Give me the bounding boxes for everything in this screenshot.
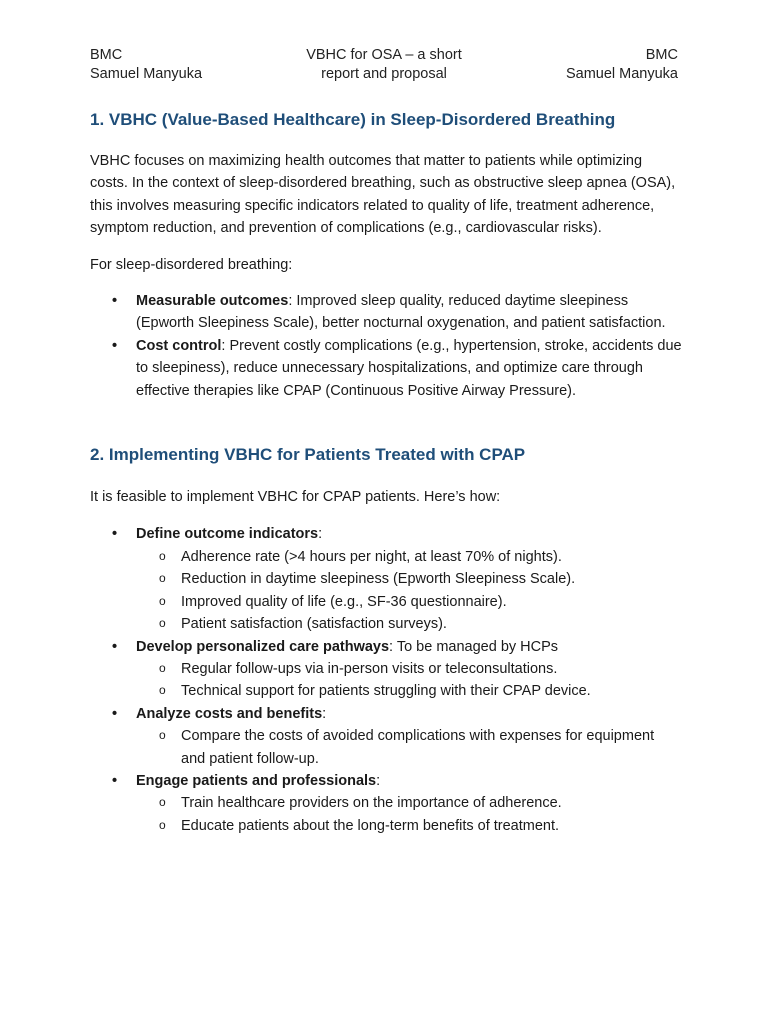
list-item xyxy=(90,290,682,335)
sub-list-item: o Improved quality of life (e.g., SF-36 questionnaire). xyxy=(136,591,682,613)
bullet-text: : xyxy=(376,772,381,789)
bullet-text: : To be managed by HCPs xyxy=(389,638,559,655)
header-right-org: BMC xyxy=(645,47,678,63)
section1-bullet-list xyxy=(90,290,682,402)
bullet-text: : xyxy=(318,526,323,543)
section1-heading: 1. VBHC (Value-Based Healthcare) in Sleep-Disordered Breathing xyxy=(90,110,616,129)
bullet-text: : xyxy=(322,705,327,722)
bullet-term: Measurable outcomes xyxy=(136,293,289,310)
sub-list-item: o Adherence rate (>4 hours per night, at least 70% of nights). xyxy=(136,546,682,568)
bullet-term: Develop personalized care pathways xyxy=(136,638,390,655)
sub-list-item: o Train healthcare providers on the importance of adherence. xyxy=(136,792,682,814)
sub-list-item: o Patient satisfaction (satisfaction surveys). xyxy=(136,613,682,635)
section2-heading: 2. Implementing VBHC for Patients Treated with CPAP xyxy=(90,445,526,465)
list-item xyxy=(90,523,682,635)
bullet-term: Engage patients and professionals xyxy=(136,772,377,789)
sub-list-item: o Technical support for patients struggling with their CPAP device. xyxy=(136,680,682,702)
header-center-title-line2: report and proposal xyxy=(321,66,447,82)
sub-list xyxy=(136,792,682,837)
sub-list-item: o Educate patients about the long-term benefits of treatment. xyxy=(136,815,682,837)
header-center-title-line1: VBHC for OSA – a short xyxy=(306,47,462,63)
sub-list-item: o Regular follow-ups via in-person visits or teleconsultations. xyxy=(136,658,682,680)
section1-paragraph: VBHC focuses on maximizing health outcomes that matter to patients while optimizing costs. In the context of sleep-disordered breathing, such as obstructive sleep apnea (OSA), this involves measuring specific indicators related to quality of life, treatment adherence, symptom reduction, and prevention of complications (e.g., cardiovascular risks). xyxy=(90,153,676,237)
sub-list xyxy=(136,546,682,636)
sub-list xyxy=(136,658,682,703)
document-body xyxy=(90,108,682,837)
bullet-term: Cost control xyxy=(136,337,222,354)
header-left-org: BMC xyxy=(90,47,123,63)
header-right-author: Samuel Manyuka xyxy=(565,66,678,82)
header-right xyxy=(566,46,678,84)
bullet-text: : Prevent costly complications (e.g., hypertension, stroke, accidents due to sleepiness), reduce unnecessary hospitalizations, and optimize care through effective therapies like CPAP (Continuous Positive Airway Pressure). xyxy=(136,337,682,399)
bullet-term: Define outcome indicators xyxy=(136,526,319,543)
bullet-term: Analyze costs and benefits xyxy=(136,705,323,722)
section2-lead: It is feasible to implement VBHC for CPAP patients. Here’s how: xyxy=(90,489,501,506)
sub-list xyxy=(136,725,682,770)
list-item xyxy=(90,335,682,402)
bullet-text: : Improved sleep quality, reduced daytime sleepiness (Epworth Sleepiness Scale), better nocturnal oxygenation, and patient satisfaction. xyxy=(136,293,666,332)
header-left-author: Samuel Manyuka xyxy=(90,66,203,82)
section1-lead: For sleep-disordered breathing: xyxy=(90,256,293,273)
sub-list-item: o Compare the costs of avoided complications with expenses for equipment and patient follow-up. xyxy=(136,725,682,770)
sub-list-item: o Reduction in daytime sleepiness (Epworth Sleepiness Scale). xyxy=(136,568,682,590)
list-item xyxy=(90,703,682,770)
list-item xyxy=(90,770,682,837)
list-item xyxy=(90,636,682,703)
section2-bullet-list xyxy=(90,523,682,837)
